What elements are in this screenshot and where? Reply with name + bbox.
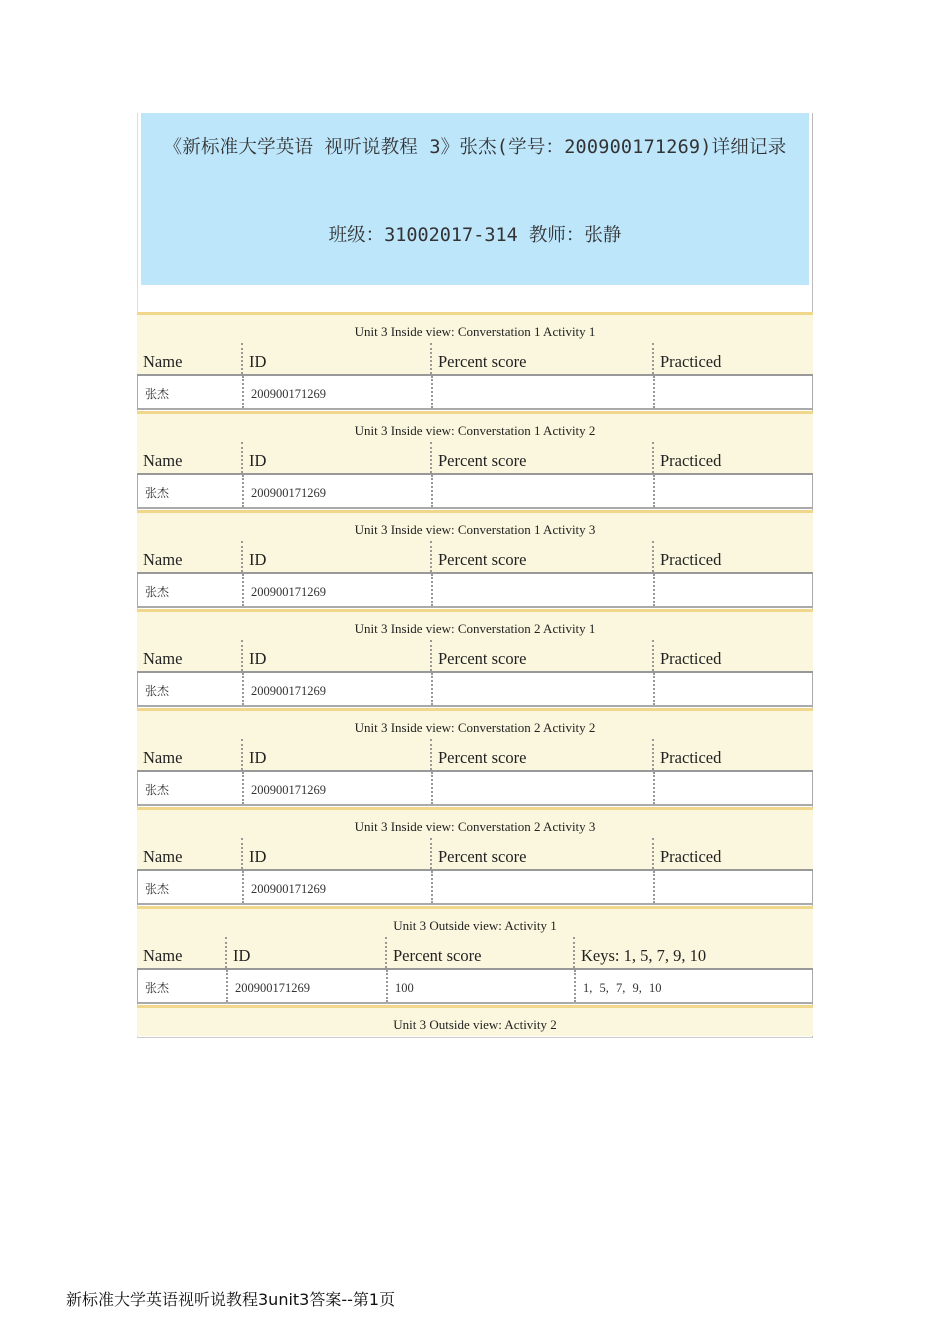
activity-title: Unit 3 Inside view: Converstation 2 Activity 1: [137, 609, 813, 640]
col-percent-score: Percent score: [430, 442, 652, 473]
cell-name: 张杰: [145, 981, 170, 995]
col-practiced: Practiced: [652, 343, 811, 374]
col-name: Name: [143, 451, 183, 470]
col-id: ID: [241, 838, 430, 869]
table-header: [137, 343, 813, 376]
activity-title: Unit 3 Inside view: Converstation 1 Activity 1: [137, 312, 813, 343]
class-teacher-info: 班级：31002017-314 教师：张静: [328, 225, 622, 246]
col-practiced: Practiced: [652, 739, 811, 770]
table-header: [137, 937, 813, 970]
cell-percent-score: [431, 673, 653, 705]
col-name: Name: [143, 352, 183, 371]
cell-id: 200900171269: [242, 772, 431, 804]
cell-name: 张杰: [145, 783, 170, 797]
col-name: Name: [143, 550, 183, 569]
activity-section: [137, 312, 813, 410]
page-footer: 新标准大学英语视听说教程3unit3答案--第1页: [66, 1290, 396, 1309]
col-id: ID: [225, 937, 385, 968]
cell-id: 200900171269: [242, 574, 431, 606]
activity-section: [137, 609, 813, 707]
cell-practiced: [653, 871, 812, 903]
activity-title: Unit 3 Inside view: Converstation 2 Activity 3: [137, 807, 813, 838]
cell-practiced: [653, 574, 812, 606]
col-id: ID: [241, 541, 430, 572]
cell-percent-score: [431, 772, 653, 804]
cell-practiced: [653, 772, 812, 804]
col-name: Name: [143, 946, 183, 965]
table-row: [137, 475, 813, 509]
report-title: 《新标准大学英语 视听说教程 3》张杰(学号：200900171269)详细记录: [163, 137, 787, 158]
activity-title: Unit 3 Inside view: Converstation 2 Activity 2: [137, 708, 813, 739]
col-percent-score: Percent score: [430, 739, 652, 770]
cell-practiced: [653, 376, 812, 408]
col-percent-score: Percent score: [385, 937, 573, 968]
col-percent-score: Percent score: [430, 838, 652, 869]
cell-id: 200900171269: [242, 376, 431, 408]
cell-name: 张杰: [145, 486, 170, 500]
col-practiced: Practiced: [652, 838, 811, 869]
cell-id: 200900171269: [242, 673, 431, 705]
table-header: [137, 541, 813, 574]
col-name: Name: [143, 748, 183, 767]
table-header: [137, 442, 813, 475]
col-keys: Keys: 1, 5, 7, 9, 10: [573, 937, 811, 968]
table-header: [137, 640, 813, 673]
col-percent-score: Percent score: [430, 343, 652, 374]
activity-section: [137, 708, 813, 806]
cell-percent-score: [431, 574, 653, 606]
cell-name: 张杰: [145, 387, 170, 401]
table-header: [137, 838, 813, 871]
col-id: ID: [241, 739, 430, 770]
col-practiced: Practiced: [652, 442, 811, 473]
cell-name: 张杰: [145, 684, 170, 698]
col-percent-score: Percent score: [430, 640, 652, 671]
col-practiced: Practiced: [652, 640, 811, 671]
table-row: [137, 574, 813, 608]
cell-name: 张杰: [145, 585, 170, 599]
activity-section: [137, 807, 813, 905]
table-row: [137, 970, 813, 1004]
col-id: ID: [241, 343, 430, 374]
cell-id: 200900171269: [226, 970, 386, 1002]
cell-practiced: [653, 475, 812, 507]
col-percent-score: Percent score: [430, 541, 652, 572]
activity-section: [137, 906, 813, 1004]
activity-section: [137, 1005, 813, 1036]
cell-percent-score: [431, 871, 653, 903]
activity-title: Unit 3 Inside view: Converstation 1 Activity 3: [137, 510, 813, 541]
col-name: Name: [143, 649, 183, 668]
report-header: [141, 113, 809, 285]
activity-section: [137, 510, 813, 608]
table-row: [137, 673, 813, 707]
table-row: [137, 871, 813, 905]
activity-section: [137, 411, 813, 509]
cell-percent-score: [431, 475, 653, 507]
cell-id: 200900171269: [242, 475, 431, 507]
col-practiced: Practiced: [652, 541, 811, 572]
cell-name: 张杰: [145, 882, 170, 896]
cell-id: 200900171269: [242, 871, 431, 903]
col-id: ID: [241, 442, 430, 473]
activity-title: Unit 3 Outside view: Activity 2: [137, 1005, 813, 1036]
table-row: [137, 772, 813, 806]
activity-title: Unit 3 Inside view: Converstation 1 Activity 2: [137, 411, 813, 442]
cell-keys: 1, 5, 7, 9, 10: [574, 970, 812, 1002]
activity-title: Unit 3 Outside view: Activity 1: [137, 906, 813, 937]
table-row: [137, 376, 813, 410]
cell-percent-score: [431, 376, 653, 408]
cell-practiced: [653, 673, 812, 705]
cell-percent-score: 100: [386, 970, 574, 1002]
col-name: Name: [143, 847, 183, 866]
col-id: ID: [241, 640, 430, 671]
table-header: [137, 739, 813, 772]
